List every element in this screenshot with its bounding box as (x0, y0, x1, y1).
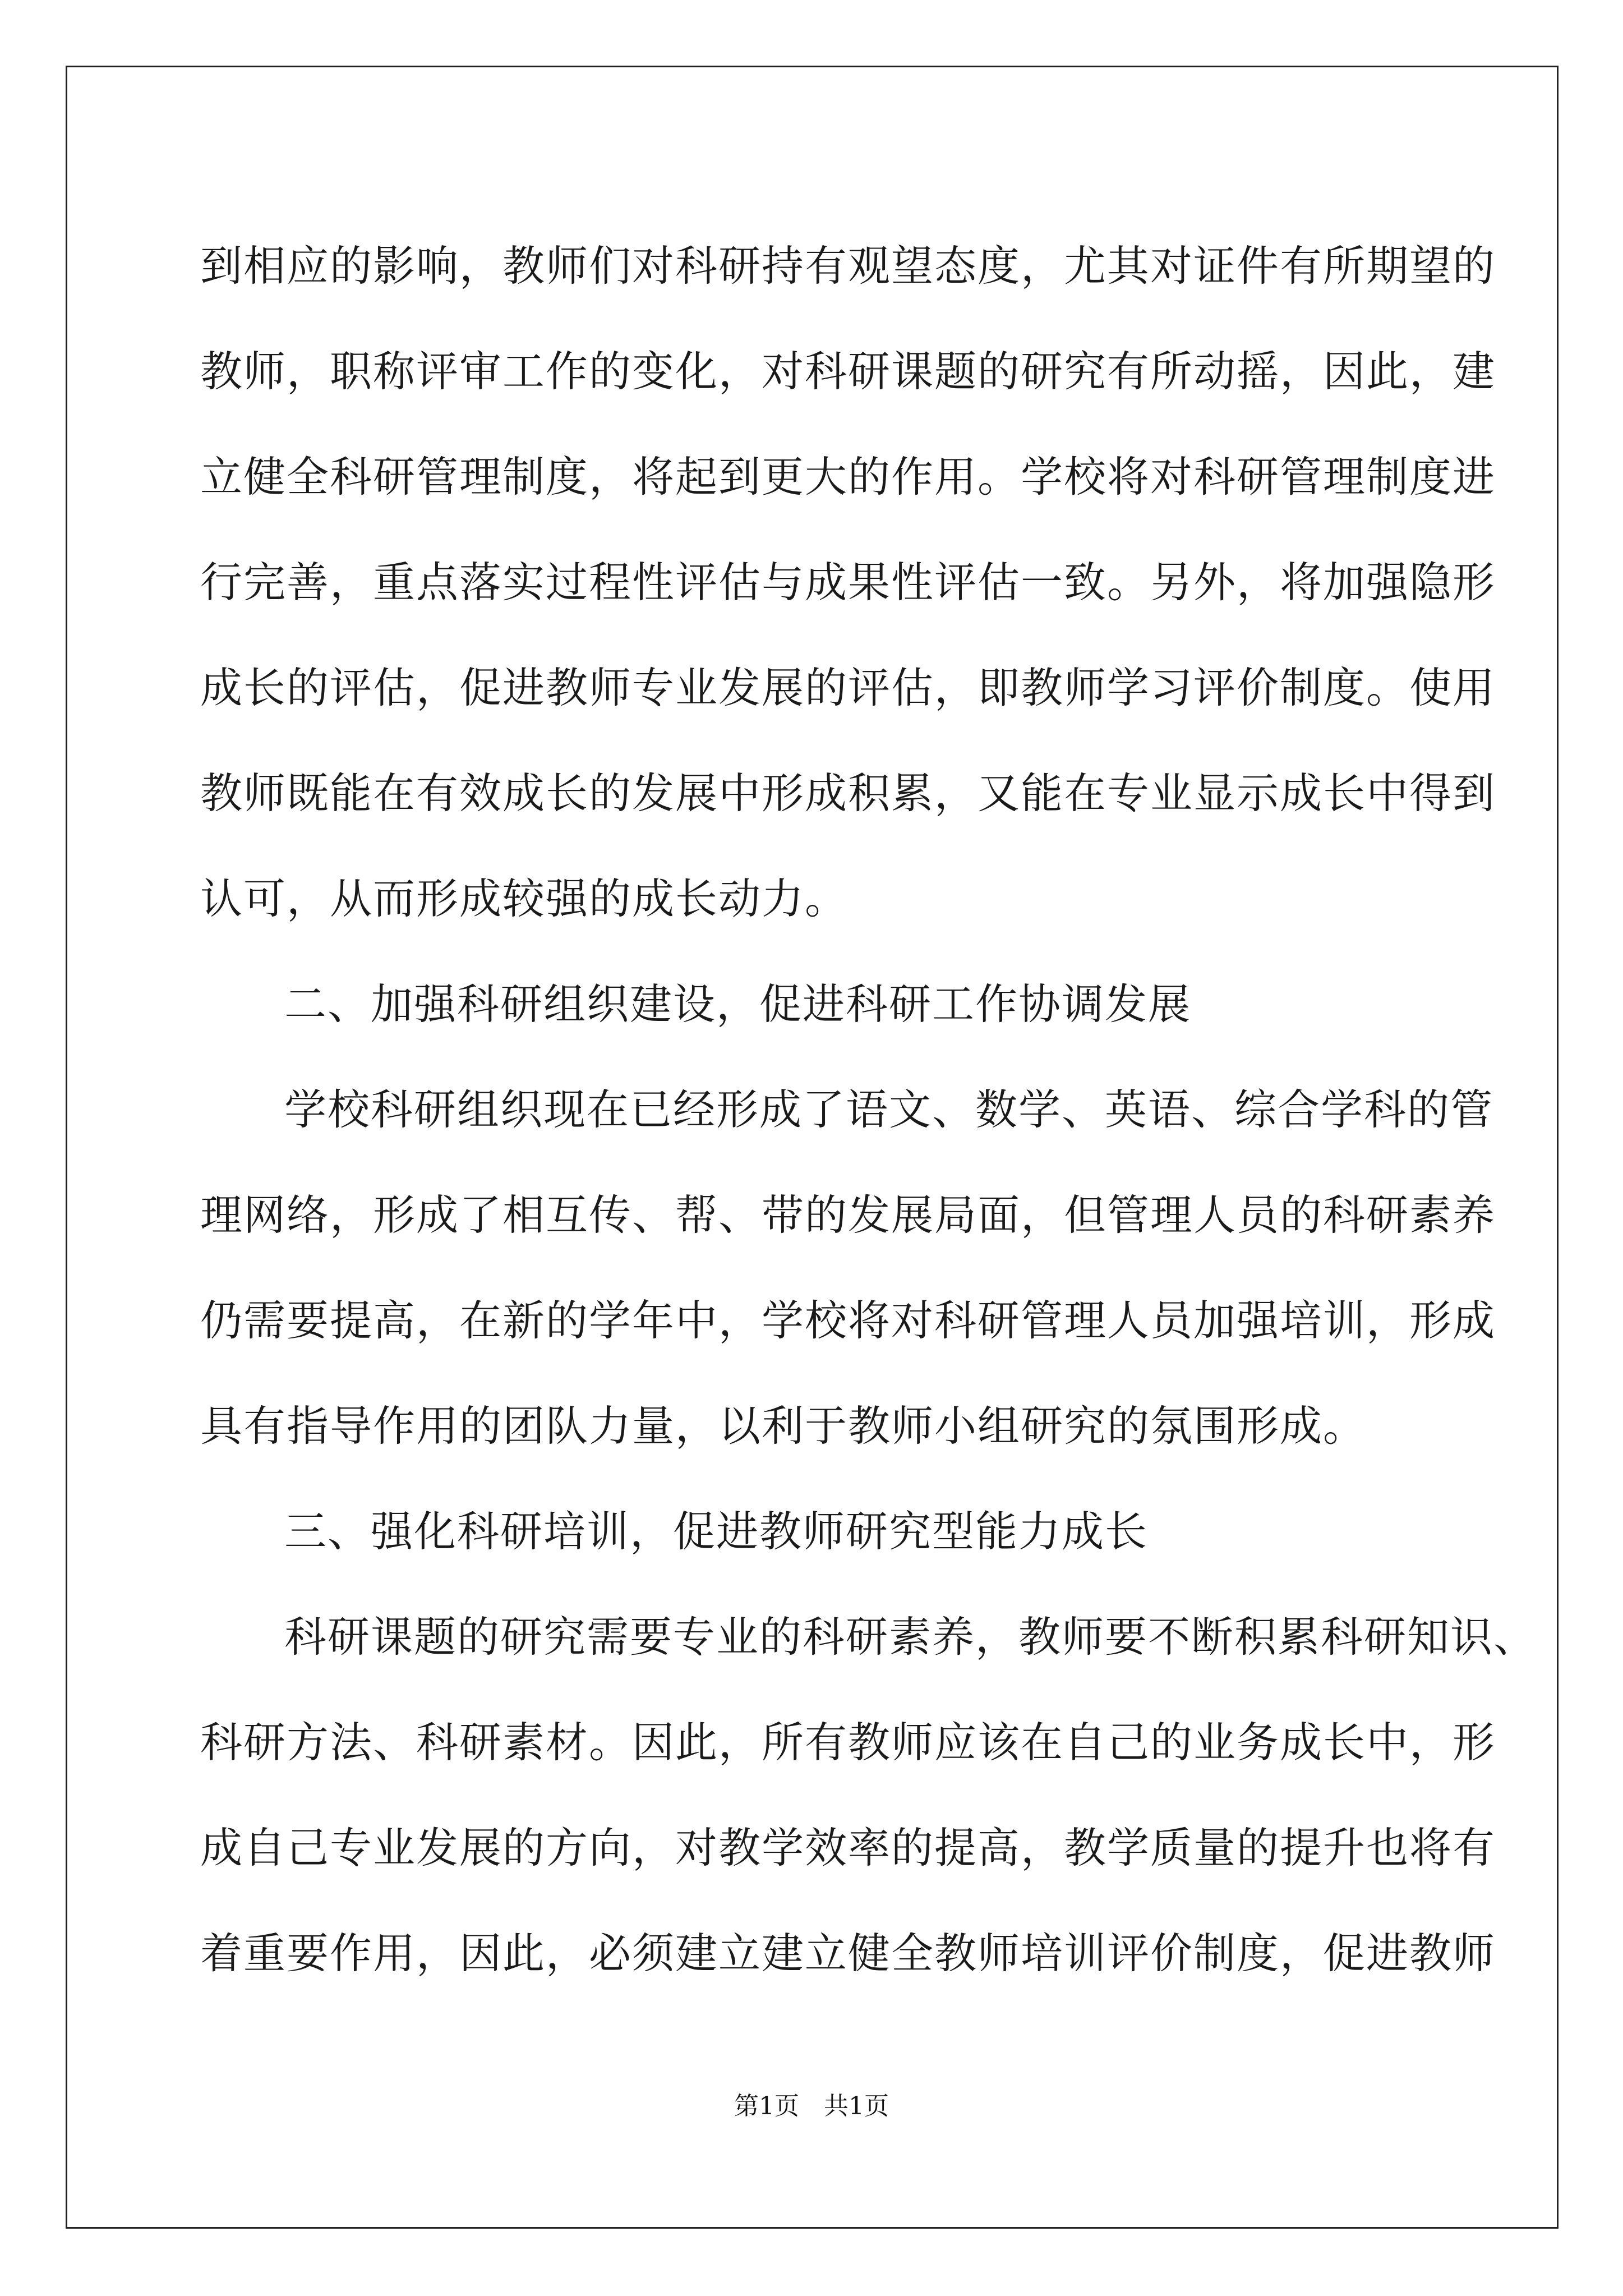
text-line: 教师既能在有效成长的发展中形成积累，又能在专业显示成长中得到 (200, 769, 1496, 818)
text-line: 立健全科研管理制度，将起到更大的作用。学校将对科研管理制度进 (200, 452, 1496, 501)
page-number-label: 第1页 共1页 (734, 2092, 889, 2120)
text-line: 认可，从而形成较强的成长动力。 (200, 874, 849, 923)
section-heading-3 (200, 1479, 1440, 1584)
text-line: 成长的评估，促进教师专业发展的评估，即教师学习评价制度。使用 (200, 663, 1496, 712)
text-line: 科研方法、科研素材。因此，所有教师应该在自己的业务成长中，形 (200, 1718, 1496, 1767)
text-line: 仍需要提高，在新的学年中，学校将对科研管理人员加强培训，形成 (200, 1296, 1496, 1345)
text-line: 到相应的影响，教师们对科研持有观望态度，尤其对证件有所期望的 (200, 241, 1496, 291)
paragraph-1 (200, 213, 1496, 951)
text-line: 教师，职称评审工作的变化，对科研课题的研究有所动摇，因此，建 (200, 347, 1496, 396)
text-line: 科研课题的研究需要专业的科研素养，教师要不断积累科研知识、 (284, 1612, 1537, 1662)
paragraph-2 (200, 1057, 1496, 1479)
heading-line: 三、强化科研培训，促进教师研究型能力成长 (284, 1507, 1149, 1556)
text-line: 学校科研组织现在已经形成了语文、数学、英语、综合学科的管 (284, 1085, 1494, 1134)
text-line: 理网络，形成了相互传、帮、带的发展局面，但管理人员的科研素养 (200, 1190, 1496, 1240)
text-line: 行完善，重点落实过程性评估与成果性评估一致。另外，将加强隐形 (200, 558, 1496, 607)
text-line: 着重要作用，因此，必须建立建立健全教师培训评价制度，促进教师 (200, 1929, 1496, 1978)
document-body (200, 213, 1537, 2006)
paragraph-3 (200, 1584, 1537, 2006)
section-heading-2 (200, 951, 1440, 1057)
page-footer (0, 2086, 1623, 2122)
heading-line: 二、加强科研组织建设，促进科研工作协调发展 (284, 979, 1192, 1029)
text-line: 成自己专业发展的方向，对教学效率的提高，教学质量的提升也将有 (200, 1823, 1496, 1872)
text-line: 具有指导作用的团队力量，以利于教师小组研究的氛围形成。 (200, 1401, 1367, 1451)
